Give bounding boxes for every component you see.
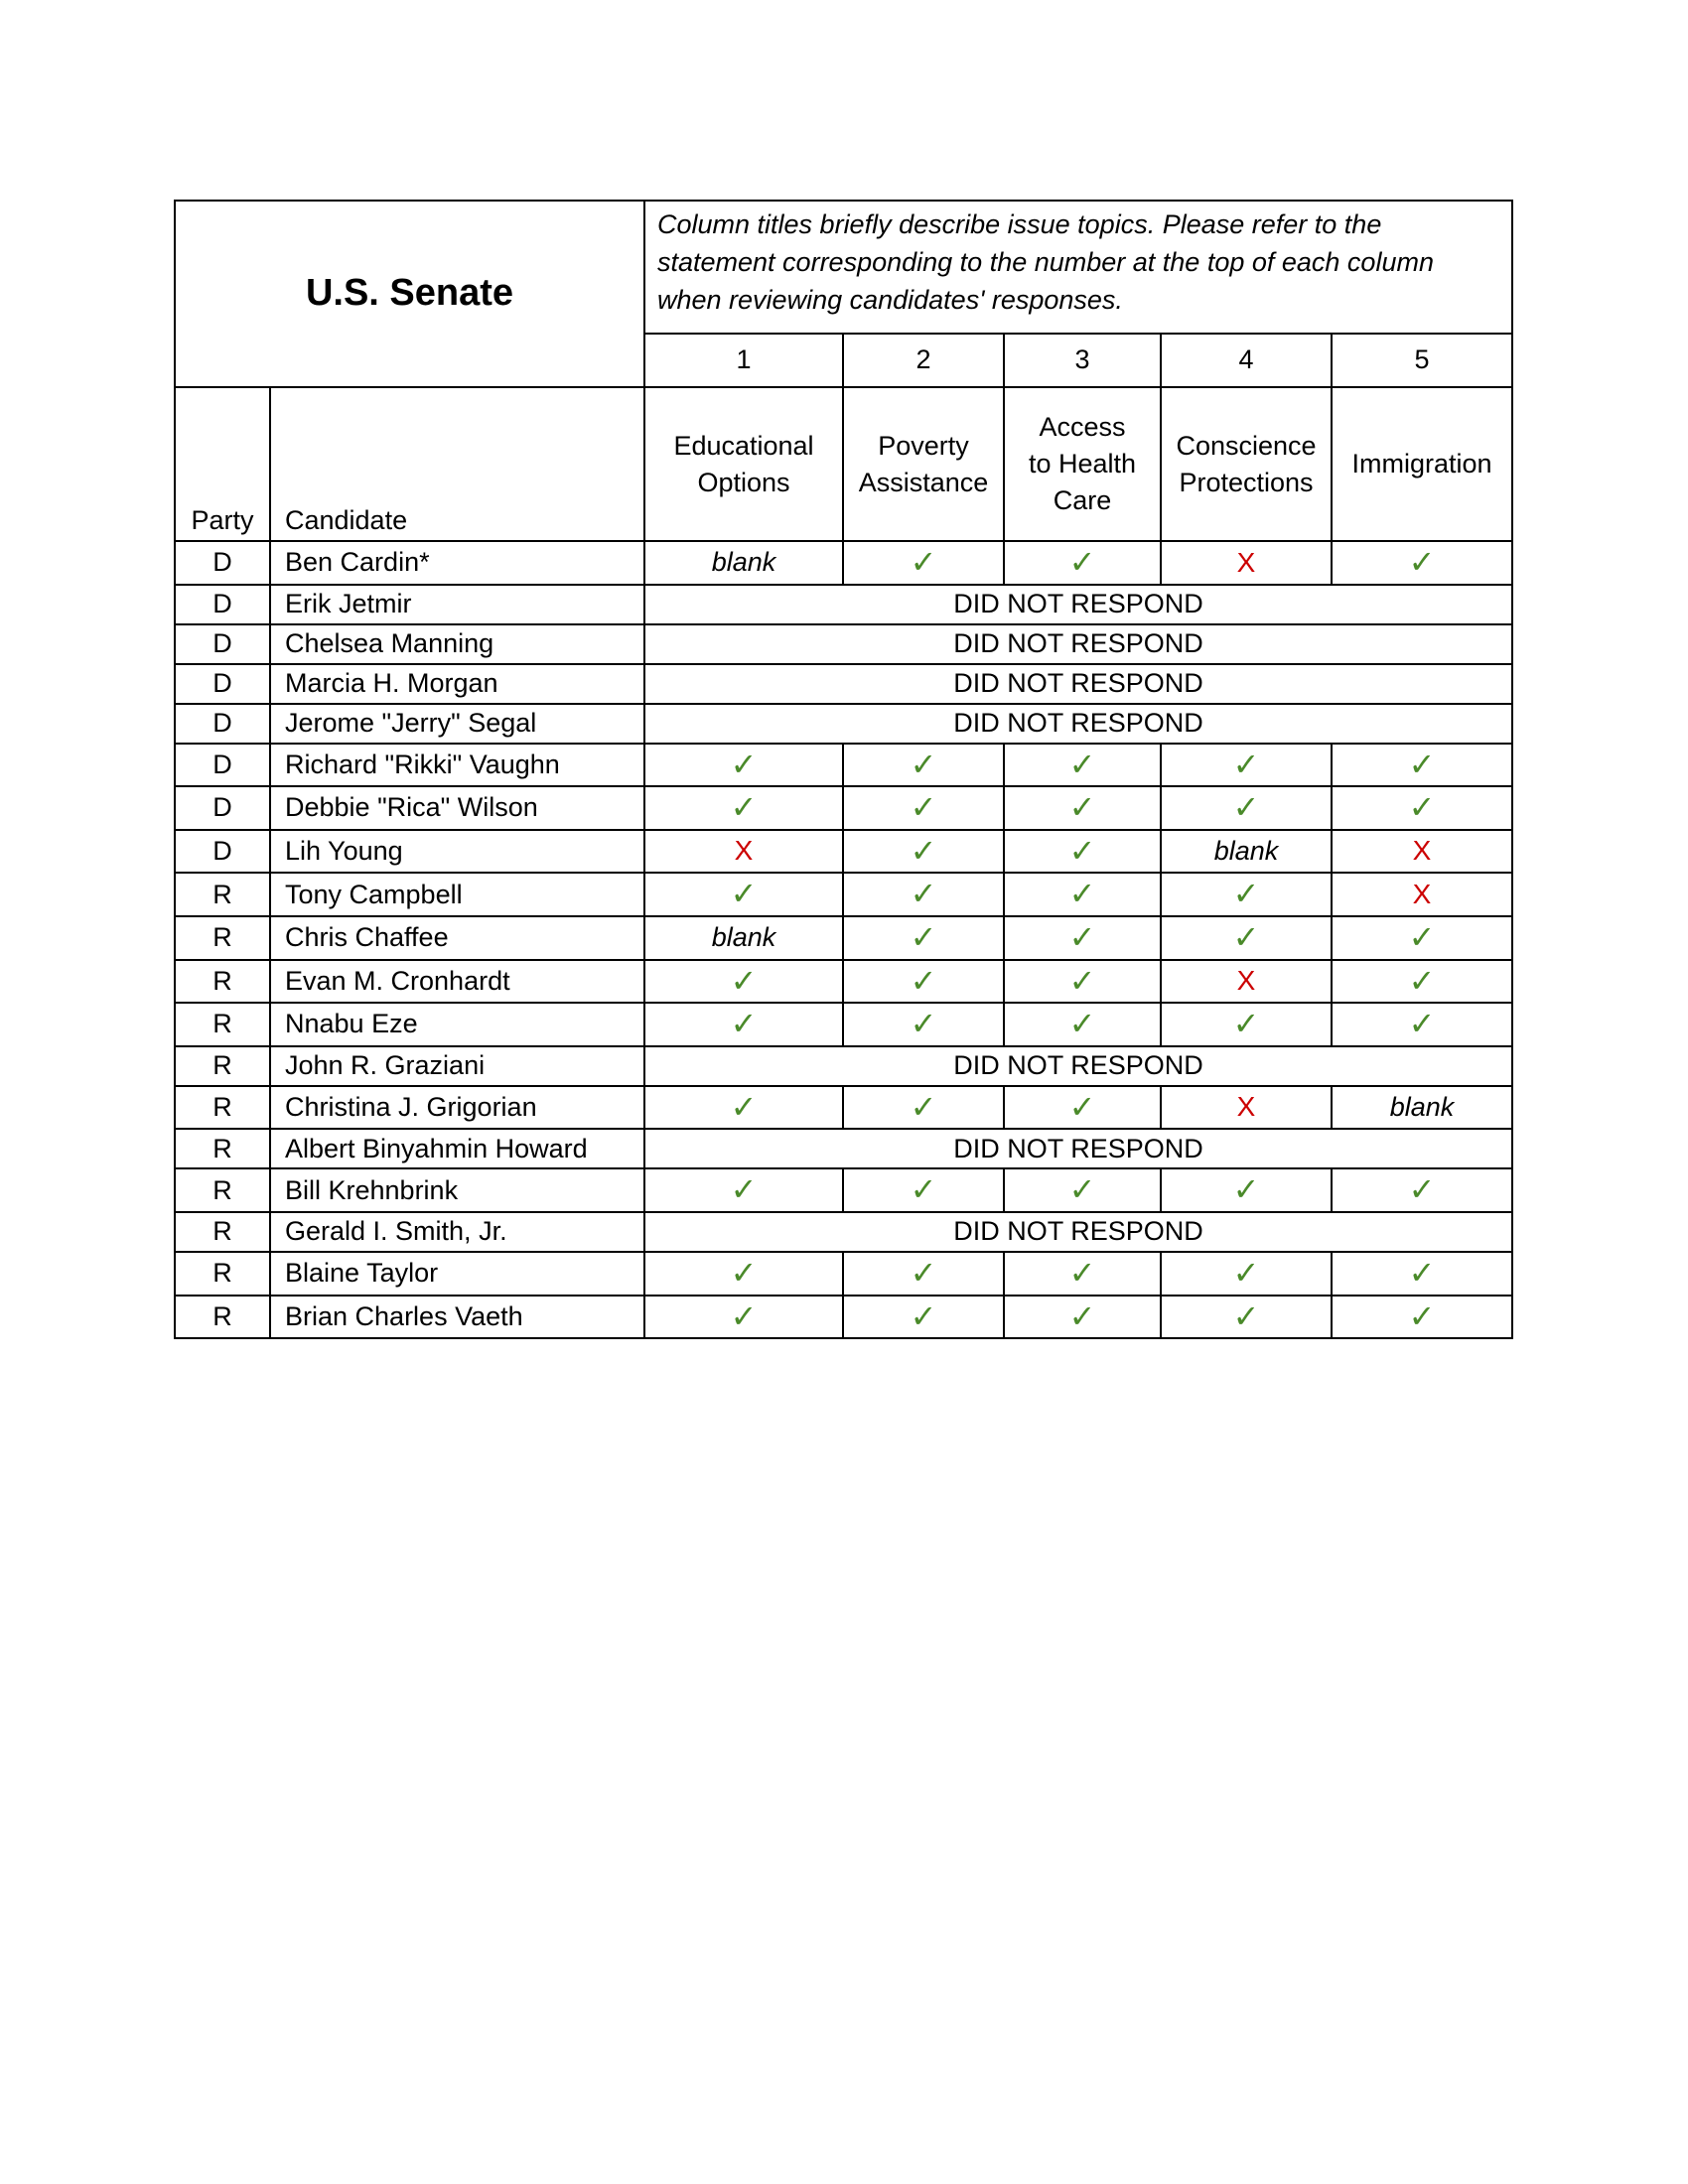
check-icon: ✓: [843, 1296, 1004, 1339]
table-row: [175, 1252, 1512, 1296]
check-icon: ✓: [644, 786, 843, 830]
party-cell: R: [175, 1252, 270, 1296]
table-row: [175, 1003, 1512, 1046]
check-icon: ✓: [1004, 1296, 1161, 1339]
x-icon: X: [1332, 873, 1512, 916]
check-icon: ✓: [1004, 541, 1161, 585]
check-icon: ✓: [843, 744, 1004, 787]
check-icon: ✓: [843, 1252, 1004, 1296]
check-icon: ✓: [644, 744, 843, 787]
check-icon: ✓: [644, 1003, 843, 1046]
check-icon: ✓: [644, 1086, 843, 1130]
check-icon: ✓: [843, 960, 1004, 1004]
party-cell: R: [175, 873, 270, 916]
table-row: [175, 873, 1512, 916]
blank-response: blank: [1332, 1086, 1512, 1130]
party-cell: D: [175, 664, 270, 704]
table-row: [175, 1129, 1512, 1168]
candidate-name: Marcia H. Morgan: [270, 664, 644, 704]
column-number-4: 4: [1161, 334, 1332, 387]
table-row: [175, 786, 1512, 830]
check-icon: ✓: [1004, 960, 1161, 1004]
candidate-name: Richard "Rikki" Vaughn: [270, 744, 644, 787]
column-number-5: 5: [1332, 334, 1512, 387]
column-number-2: 2: [843, 334, 1004, 387]
senate-questionnaire-table: [174, 200, 1513, 1339]
candidate-name: John R. Graziani: [270, 1046, 644, 1086]
candidate-name: Chris Chaffee: [270, 916, 644, 960]
party-cell: R: [175, 1086, 270, 1130]
check-icon: ✓: [644, 1296, 843, 1339]
check-icon: ✓: [644, 873, 843, 916]
did-not-respond: DID NOT RESPOND: [644, 704, 1512, 744]
candidate-name: Jerome "Jerry" Segal: [270, 704, 644, 744]
candidate-name: Lih Young: [270, 830, 644, 874]
check-icon: ✓: [843, 916, 1004, 960]
table-row: [175, 1168, 1512, 1212]
did-not-respond: DID NOT RESPOND: [644, 1046, 1512, 1086]
x-icon: X: [1161, 541, 1332, 585]
check-icon: ✓: [644, 1252, 843, 1296]
table-row: [175, 916, 1512, 960]
check-icon: ✓: [1161, 1003, 1332, 1046]
check-icon: ✓: [1332, 541, 1512, 585]
column-number-3: 3: [1004, 334, 1161, 387]
x-icon: X: [1161, 1086, 1332, 1130]
check-icon: ✓: [843, 1168, 1004, 1212]
table-row: [175, 1046, 1512, 1086]
check-icon: ✓: [644, 960, 843, 1004]
party-cell: D: [175, 786, 270, 830]
column-topic-1: Educational Options: [644, 387, 843, 541]
party-cell: D: [175, 541, 270, 585]
party-cell: R: [175, 960, 270, 1004]
party-header: Party: [175, 387, 270, 541]
column-topic-2: Poverty Assistance: [843, 387, 1004, 541]
candidate-name: Blaine Taylor: [270, 1252, 644, 1296]
check-icon: ✓: [1161, 786, 1332, 830]
check-icon: ✓: [1332, 1003, 1512, 1046]
check-icon: ✓: [1332, 960, 1512, 1004]
instructions-note: Column titles briefly describe issue topics. Please refer to the statement corresponding to the number at the top of each column when reviewing candidates' responses.: [644, 201, 1512, 334]
candidate-name: Brian Charles Vaeth: [270, 1296, 644, 1339]
candidate-name: Christina J. Grigorian: [270, 1086, 644, 1130]
x-icon: X: [1332, 830, 1512, 874]
check-icon: ✓: [843, 786, 1004, 830]
did-not-respond: DID NOT RESPOND: [644, 624, 1512, 664]
did-not-respond: DID NOT RESPOND: [644, 1129, 1512, 1168]
party-cell: R: [175, 1003, 270, 1046]
check-icon: ✓: [1332, 1168, 1512, 1212]
candidate-name: Evan M. Cronhardt: [270, 960, 644, 1004]
column-topic-4: Conscience Protections: [1161, 387, 1332, 541]
did-not-respond: DID NOT RESPOND: [644, 664, 1512, 704]
party-cell: R: [175, 916, 270, 960]
check-icon: ✓: [1004, 744, 1161, 787]
candidate-name: Ben Cardin*: [270, 541, 644, 585]
party-cell: R: [175, 1212, 270, 1252]
check-icon: ✓: [1161, 873, 1332, 916]
table-row: [175, 744, 1512, 787]
party-cell: R: [175, 1129, 270, 1168]
table-row: [175, 960, 1512, 1004]
did-not-respond: DID NOT RESPOND: [644, 1212, 1512, 1252]
check-icon: ✓: [843, 541, 1004, 585]
check-icon: ✓: [1004, 873, 1161, 916]
candidate-name: Gerald I. Smith, Jr.: [270, 1212, 644, 1252]
column-topic-5: Immigration: [1332, 387, 1512, 541]
check-icon: ✓: [1161, 1252, 1332, 1296]
party-cell: R: [175, 1046, 270, 1086]
table-row: [175, 541, 1512, 585]
check-icon: ✓: [1332, 786, 1512, 830]
check-icon: ✓: [1161, 1168, 1332, 1212]
header-row-title: [175, 201, 1512, 334]
x-icon: X: [644, 830, 843, 874]
check-icon: ✓: [1004, 1086, 1161, 1130]
blank-response: blank: [644, 916, 843, 960]
table-row: [175, 585, 1512, 624]
candidate-name: Bill Krehnbrink: [270, 1168, 644, 1212]
table-row: [175, 624, 1512, 664]
check-icon: ✓: [1332, 1252, 1512, 1296]
header-row-topics: [175, 387, 1512, 541]
check-icon: ✓: [1332, 744, 1512, 787]
party-cell: D: [175, 830, 270, 874]
blank-response: blank: [1161, 830, 1332, 874]
check-icon: ✓: [1004, 1003, 1161, 1046]
blank-response: blank: [644, 541, 843, 585]
check-icon: ✓: [843, 873, 1004, 916]
candidate-name: Albert Binyahmin Howard: [270, 1129, 644, 1168]
check-icon: ✓: [1004, 830, 1161, 874]
check-icon: ✓: [1161, 744, 1332, 787]
candidate-name: Chelsea Manning: [270, 624, 644, 664]
candidate-header: Candidate: [270, 387, 644, 541]
did-not-respond: DID NOT RESPOND: [644, 585, 1512, 624]
check-icon: ✓: [1161, 1296, 1332, 1339]
check-icon: ✓: [843, 830, 1004, 874]
check-icon: ✓: [644, 1168, 843, 1212]
x-icon: X: [1161, 960, 1332, 1004]
column-number-1: 1: [644, 334, 843, 387]
check-icon: ✓: [843, 1003, 1004, 1046]
check-icon: ✓: [1332, 916, 1512, 960]
check-icon: ✓: [1161, 916, 1332, 960]
check-icon: ✓: [1004, 1168, 1161, 1212]
check-icon: ✓: [843, 1086, 1004, 1130]
candidate-name: Nnabu Eze: [270, 1003, 644, 1046]
party-cell: D: [175, 585, 270, 624]
check-icon: ✓: [1004, 1252, 1161, 1296]
party-cell: R: [175, 1168, 270, 1212]
table-row: [175, 1212, 1512, 1252]
party-cell: R: [175, 1296, 270, 1339]
check-icon: ✓: [1332, 1296, 1512, 1339]
table-row: [175, 704, 1512, 744]
table-row: [175, 664, 1512, 704]
party-cell: D: [175, 704, 270, 744]
party-cell: D: [175, 624, 270, 664]
check-icon: ✓: [1004, 786, 1161, 830]
candidate-name: Erik Jetmir: [270, 585, 644, 624]
candidate-name: Debbie "Rica" Wilson: [270, 786, 644, 830]
candidate-name: Tony Campbell: [270, 873, 644, 916]
table-row: [175, 830, 1512, 874]
check-icon: ✓: [1004, 916, 1161, 960]
table-row: [175, 1086, 1512, 1130]
table-title: U.S. Senate: [175, 201, 644, 387]
column-topic-3: Access to Health Care: [1004, 387, 1161, 541]
party-cell: D: [175, 744, 270, 787]
table-row: [175, 1296, 1512, 1339]
